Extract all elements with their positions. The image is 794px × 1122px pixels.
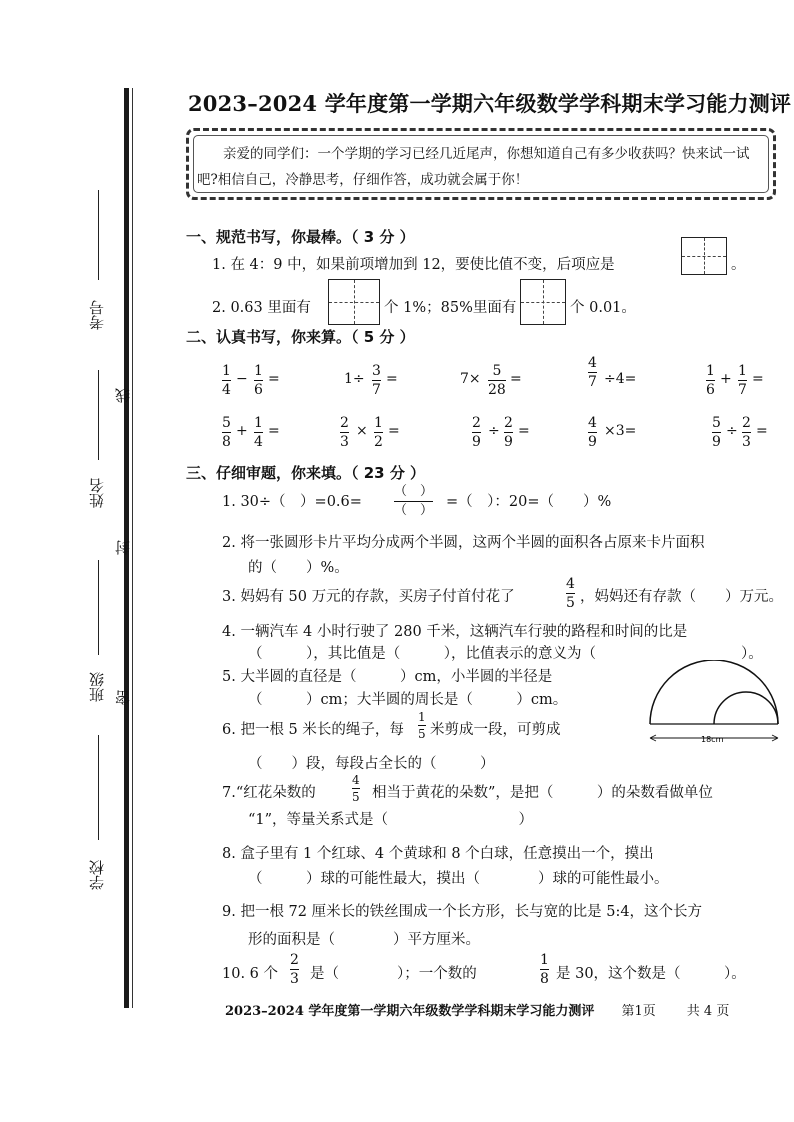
s3-q2-text-a: 2. 将一张圆形卡片平均分成两个半圆，这两个半圆的面积各占原来卡片面积	[222, 535, 705, 551]
calc-2-2-op: ×	[356, 423, 368, 439]
calc-2-5-frac-b: 2 3	[742, 415, 751, 450]
s1-q2-text-b: 个 1%；85%里面有	[384, 300, 517, 316]
calc-2-1-op: +	[236, 423, 248, 439]
s3-q8-text-a: 8. 盒子里有 1 个红球、4 个黄球和 8 个白球，任意摸出一个，摸出	[222, 846, 654, 862]
section1-heading: 一、规范书写，你最棒。（ 3 分 ）	[186, 228, 415, 246]
calc-2-4-op: ×3=	[604, 423, 637, 439]
s1-q2-answer-box-1[interactable]	[328, 279, 380, 325]
calc-1-2-pre: 1÷	[344, 371, 365, 387]
intro-banner-text: 亲爱的同学们：一个学期的学习已经几近尾声，你想知道自己有多少收获吗？快来试一试吧?相信自己，冷静思考，仔细作答，成功就会属于你！	[197, 146, 750, 188]
class-blank	[98, 560, 99, 655]
s3-q7-text-a: 7.“红花朵数的	[222, 785, 316, 801]
calc-2-5-op: ÷	[726, 423, 738, 439]
calc-2-2-eq: =	[388, 423, 400, 439]
s1-q2-text-a: 2. 0.63 里面有	[212, 300, 311, 316]
s3-q4-text-b: （ ），其比值是（ ），比值表示的意义为（ ）。	[248, 646, 763, 662]
calc-2-4-frac: 4 9	[588, 415, 597, 450]
calc-1-2-frac: 3 7	[372, 363, 381, 398]
seal-secret-char: 密	[114, 690, 132, 705]
school-label: 学校	[88, 860, 106, 890]
calc-2-5-eq: =	[756, 423, 768, 439]
s1-q1-end: 。	[731, 257, 746, 273]
calc-1-1-frac-b: 1 6	[254, 363, 263, 398]
calc-1-3-frac: 5 28	[488, 363, 506, 398]
page-title: 2023–2024 学年度第一学期六年级数学学科期末学习能力测评	[188, 91, 792, 116]
calc-2-1-eq: =	[268, 423, 280, 439]
calc-2-1-frac-a: 5 8	[222, 415, 231, 450]
calc-1-1-op: −	[236, 371, 248, 387]
s3-q1-text-b: =（ ）：20=（ ）%	[446, 494, 612, 510]
s3-q3-text-b: ，妈妈还有存款（ ）万元。	[580, 589, 783, 605]
calc-1-5-eq: =	[752, 371, 764, 387]
dimension-label: 18cm	[701, 735, 724, 744]
intro-banner	[186, 128, 776, 200]
calc-1-5-op: +	[720, 371, 732, 387]
s3-q10-frac-1: 2 3	[290, 952, 299, 987]
s1-q1-answer-box[interactable]	[681, 237, 727, 275]
s3-q5-text-a: 5. 大半圆的直径是（ ）cm，小半圆的半径是	[222, 669, 553, 685]
s3-q8-text-b: （ ）球的可能性最大，摸出（ ）球的可能性最小。	[248, 871, 669, 887]
section3-heading: 三、仔细审题，你来填。（ 23 分 ）	[186, 464, 426, 482]
s3-q4-text-a: 4. 一辆汽车 4 小时行驶了 280 千米，这辆汽车行驶的路程和时间的比是	[222, 624, 688, 640]
footer-title: 2023–2024 学年度第一学期六年级数学学科期末学习能力测评	[225, 1004, 595, 1019]
s3-q9-text-b: 形的面积是（ ）平方厘米。	[248, 932, 480, 948]
s3-q3-text-a: 3. 妈妈有 50 万元的存款，买房子付首付花了	[222, 589, 515, 605]
name-label: 姓名	[88, 478, 106, 508]
calc-1-5-frac-b: 1 7	[738, 363, 747, 398]
s3-q10-text-c: 是 30，这个数是（ ）。	[556, 966, 746, 982]
calc-2-2-frac-b: 1 2	[374, 415, 383, 450]
s3-q7-text-c: “1”，等量关系式是（ ）	[248, 812, 534, 828]
calc-2-3-frac-a: 2 9	[472, 415, 481, 450]
calc-2-3-op: ÷	[488, 423, 500, 439]
calc-1-5-frac-a: 1 6	[706, 363, 715, 398]
exam-no-label: 考号	[88, 300, 106, 330]
calc-2-3-frac-b: 2 9	[504, 415, 513, 450]
name-blank	[98, 370, 99, 460]
s3-q6-frac: 1 5	[418, 710, 426, 741]
calc-1-1-frac-a: 1 4	[222, 363, 231, 398]
s3-q5-text-b: （ ）cm；大半圆的周长是（ ）cm。	[248, 692, 568, 708]
calc-1-1-eq: =	[268, 371, 280, 387]
class-label: 班级	[88, 672, 106, 702]
seal-seal-char: 封	[114, 540, 132, 555]
calc-1-3-pre: 7×	[460, 371, 481, 387]
calc-1-4-frac: 4 7	[588, 355, 597, 390]
calc-1-2-eq: =	[386, 371, 398, 387]
calc-2-1-frac-b: 1 4	[254, 415, 263, 450]
s3-q1-blank-frac[interactable]: （ ） （ ）	[394, 484, 434, 518]
s3-q3-frac: 4 5	[566, 576, 575, 611]
calc-1-4-op: ÷4=	[604, 371, 637, 387]
s1-q1-text: 1. 在 4：9 中，如果前项增加到 12，要使比值不变，后项应是	[212, 257, 615, 273]
small-semicircle	[714, 692, 778, 724]
exam-no-blank	[98, 190, 99, 280]
footer-page: 第1页	[621, 1004, 656, 1019]
page-footer	[225, 1000, 729, 1019]
s3-q6-text-b: 米剪成一段，可剪成	[430, 722, 561, 738]
s3-q10-text-b: 是（ ）；一个数的	[310, 966, 477, 982]
s3-q2-text-b: 的（ ）%。	[248, 560, 349, 576]
s3-q6-text-c: （ ）段，每段占全长的（ ）	[248, 756, 495, 772]
calc-2-3-eq: =	[518, 423, 530, 439]
large-semicircle	[650, 660, 778, 724]
s3-q10-text-a: 10. 6 个	[222, 966, 279, 982]
s3-q7-frac: 4 5	[352, 773, 360, 804]
s1-q2-text-c: 个 0.01。	[570, 300, 636, 316]
calc-2-5-frac-a: 5 9	[712, 415, 721, 450]
s3-q6-text-a: 6. 把一根 5 米长的绳子，每	[222, 722, 404, 738]
s3-q9-text-a: 9. 把一根 72 厘米长的铁丝围成一个长方形，长与宽的比是 5:4，这个长方	[222, 904, 703, 920]
seal-line-char: 线	[114, 388, 132, 403]
calc-1-3-eq: =	[510, 371, 522, 387]
school-blank	[98, 735, 99, 840]
s3-q1-text: 1. 30÷（ ）=0.6=	[222, 494, 362, 510]
s3-q7-text-b: 相当于黄花的朵数”，是把（ ）的朵数看做单位	[372, 785, 713, 801]
section2-heading: 二、认真书写，你来算。（ 5 分 ）	[186, 328, 415, 346]
semicircle-figure	[644, 660, 784, 746]
calc-2-2-frac-a: 2 3	[340, 415, 349, 450]
s1-q2-answer-box-2[interactable]	[520, 279, 566, 325]
s3-q10-frac-2: 1 8	[540, 952, 549, 987]
footer-total: 共 4 页	[686, 1004, 730, 1019]
